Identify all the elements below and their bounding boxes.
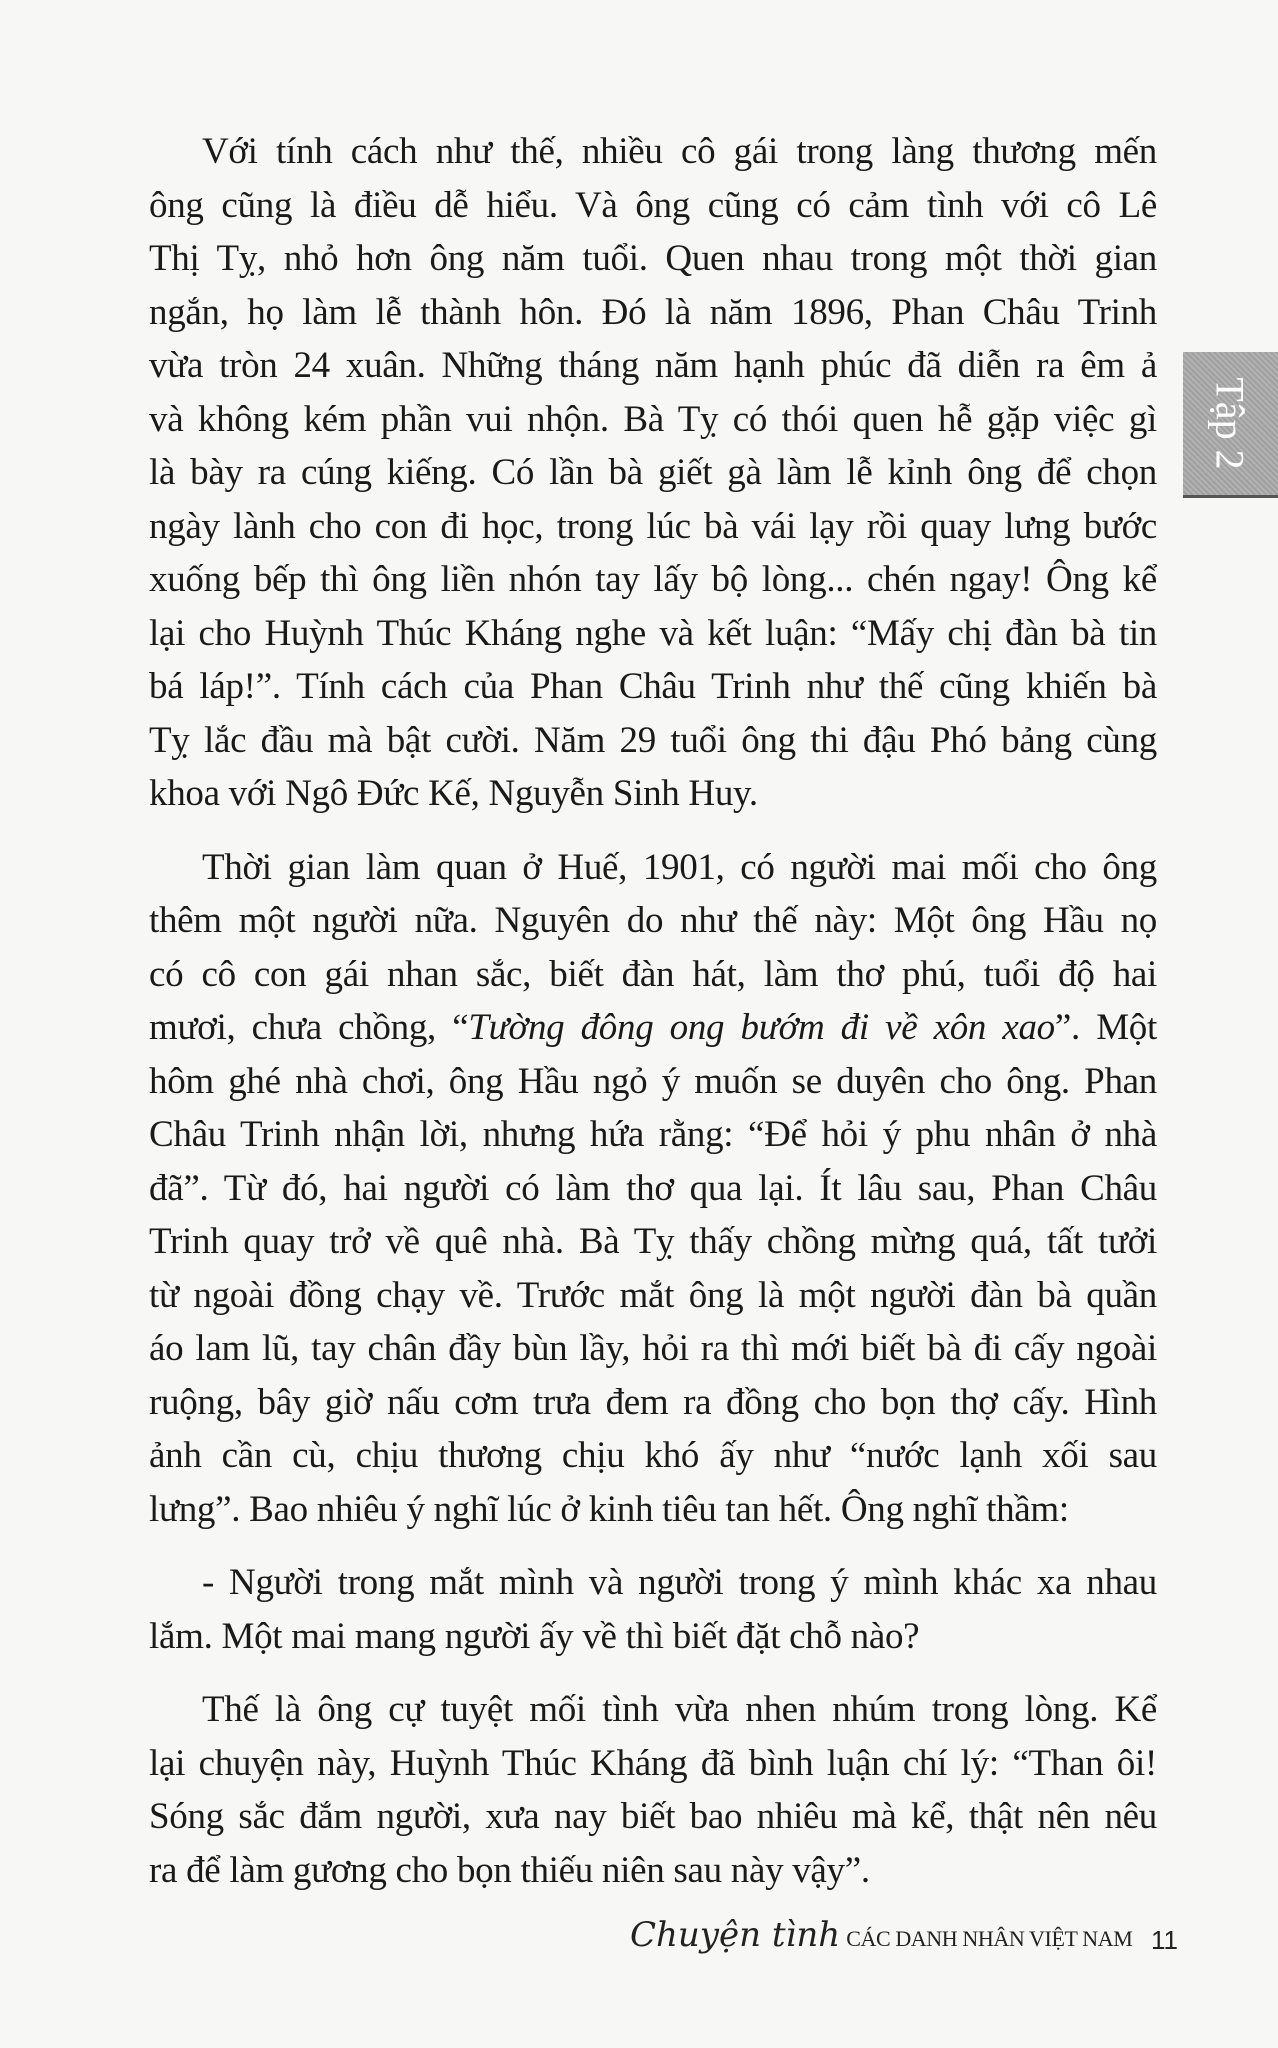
text-line: xuống bếp thì ông liền nhón tay lấy bộ lòng... chén ngay! Ông kể — [149, 559, 1157, 600]
book-title-script: Chuyện tình — [630, 1915, 841, 1955]
paragraph-1 — [149, 125, 1157, 821]
text-line: và không kém phần vui nhộn. Bà Tỵ có thói quen hễ gặp việc gì — [149, 398, 1157, 440]
text-line: Trinh quay trở về quê nhà. Bà Tỵ thấy chồng mừng quá, tất tưởi — [149, 1221, 1157, 1262]
text-line: Thời gian làm quan ở Huế, 1901, có người mai mối cho ông — [202, 846, 1157, 888]
text-line: đã”. Từ đó, hai người có làm thơ qua lại. Ít lâu sau, Phan Châu — [149, 1167, 1157, 1209]
paragraph-2 — [149, 841, 1157, 1537]
text-line: khoa với Ngô Đức Kế, Nguyễn Sinh Huy. — [149, 773, 758, 814]
text-line: ngắn, họ làm lễ thành hôn. Đó là năm 1896, Phan Châu Trinh — [149, 291, 1157, 333]
text-line: Châu Trinh nhận lời, nhưng hứa rằng: “Để hỏi ý phu nhân ở nhà — [149, 1114, 1157, 1155]
text-line: lại cho Huỳnh Thúc Kháng nghe và kết luận: “Mấy chị đàn bà tin — [149, 612, 1157, 654]
text-line: lưng”. Bao nhiêu ý nghĩ lúc ở kinh tiêu tan hết. Ông nghĩ thầm: — [149, 1488, 1069, 1530]
paragraph-3-dialogue — [149, 1556, 1157, 1663]
text-line: - Người trong mắt mình và người trong ý mình khác xa nhau — [202, 1562, 1157, 1603]
text-line: ruộng, bây giờ nấu cơm trưa đem ra đồng cho bọn thợ cấy. Hình — [149, 1381, 1157, 1423]
page-body — [149, 125, 1157, 1897]
text-line: áo lam lũ, tay chân đầy bùn lầy, hỏi ra thì mới biết bà đi cấy ngoài — [149, 1328, 1157, 1369]
text-line: lắm. Một mai mang người ấy về thì biết đặt chỗ nào? — [149, 1615, 920, 1657]
text-line: ảnh cần cù, chịu thương chịu khó ấy như “nước lạnh xối sau — [149, 1435, 1157, 1476]
text-line: bá láp!”. Tính cách của Phan Châu Trinh như thế cũng khiến bà — [149, 666, 1157, 707]
text-line: từ ngoài đồng chạy về. Trước mắt ông là một người đàn bà quần — [149, 1274, 1157, 1316]
page-number: 11 — [1151, 1925, 1178, 1955]
volume-tab-label: Tập 2 — [1208, 377, 1253, 470]
italic-quote: Tường đông ong bướm đi về xôn xao — [468, 1007, 1055, 1048]
text-line: vừa tròn 24 xuân. Những tháng năm hạnh phúc đã diễn ra êm ả — [149, 345, 1157, 386]
text-line: Thị Tỵ, nhỏ hơn ông năm tuổi. Quen nhau trong một thời gian — [149, 238, 1157, 279]
text-line: Với tính cách như thế, nhiều cô gái trong làng thương mến — [202, 131, 1157, 172]
text-line: có cô con gái nhan sắc, biết đàn hát, làm thơ phú, tuổi độ hai — [149, 953, 1157, 995]
text-line: Sóng sắc đắm người, xưa nay biết bao nhiêu mà kể, thật nên nêu — [149, 1796, 1157, 1837]
text-line: ra để làm gương cho bọn thiếu niên sau này vậy”. — [149, 1849, 870, 1891]
text-line: lại chuyện này, Huỳnh Thúc Kháng đã bình luận chí lý: “Than ôi! — [149, 1742, 1157, 1784]
text-line: ông cũng là điều dễ hiểu. Và ông cũng có cảm tình với cô Lê — [149, 184, 1157, 226]
paragraph-4 — [149, 1683, 1157, 1897]
text-line: ngày lành cho con đi học, trong lúc bà vái lạy rồi quay lưng bước — [149, 505, 1157, 547]
text-line: là bày ra cúng kiếng. Có lần bà giết gà làm lễ kỉnh ông để chọn — [149, 452, 1157, 493]
text-line: Tỵ lắc đầu mà bật cười. Năm 29 tuổi ông thi đậu Phó bảng cùng — [149, 719, 1157, 761]
text-fragment: mươi, chưa chồng, “ — [149, 1007, 469, 1048]
text-line: thêm một người nữa. Nguyên do như thế này: Một ông Hầu nọ — [149, 900, 1157, 941]
text-line: Thế là ông cự tuyệt mối tình vừa nhen nhúm trong lòng. Kể — [202, 1689, 1157, 1730]
volume-tab — [1183, 352, 1278, 498]
text-line-with-quote — [149, 1001, 1157, 1055]
running-footer — [630, 1915, 1190, 1975]
text-fragment: ”. Một — [1054, 1007, 1157, 1048]
text-line: hôm ghé nhà chơi, ông Hầu ngỏ ý muốn se duyên cho ông. Phan — [149, 1060, 1157, 1102]
book-title-caps: CÁC DANH NHÂN VIỆT NAM — [846, 1926, 1133, 1951]
